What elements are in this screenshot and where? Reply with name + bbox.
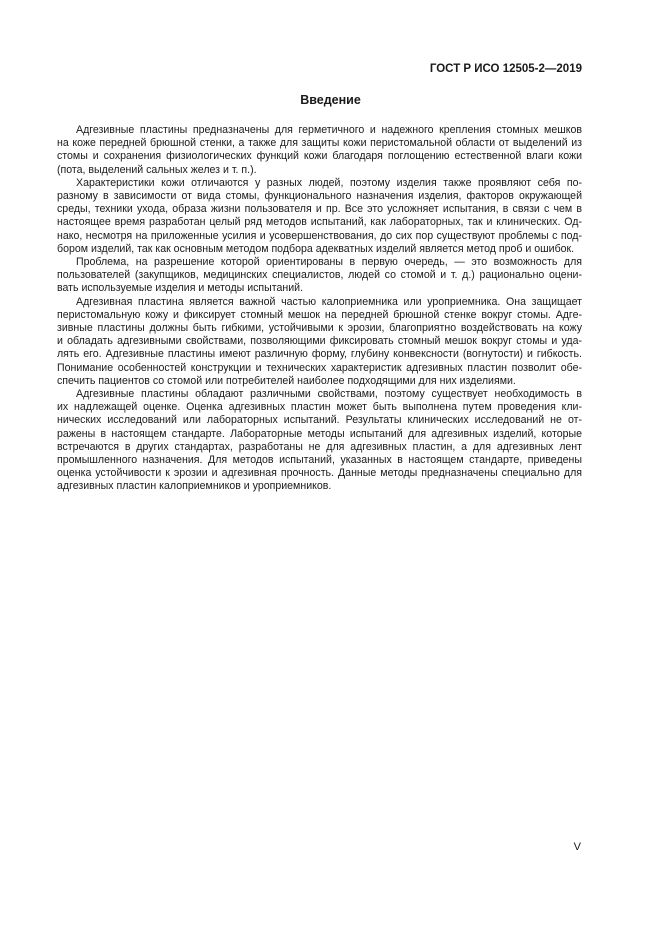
paragraph-line: зивные пластины должны быть гибкими, устойчивыми к эрозии, благоприятно воздействовать на кожу (57, 322, 582, 335)
paragraph-line: (пота, выделений сальных желез и т. п.). (57, 163, 257, 176)
paragraph-line: Понимание особенностей конструкции и технических характеристик адгезивных пластин позволит обе- (57, 361, 582, 374)
page-number: V (573, 841, 581, 853)
paragraph-line: Характеристики кожи отличаются у разных людей, поэтому изделия также проявляют себя по- (76, 176, 582, 189)
section-title: Введение (300, 93, 361, 107)
paragraph-line: Адгезивные пластины предназначены для герметичного и надежного крепления стомных мешков (76, 124, 582, 136)
paragraph-line: нако, несмотря на приложенные усилия и усовершенствования, до сих пор существуют проблемы с под- (57, 229, 582, 242)
paragraph-line: их надлежащей оценке. Оценка адгезивных пластин может быть выполнена путем проведения кли- (57, 401, 582, 414)
paragraph-line: адгезивных пластин калоприемников и уроприемников. (57, 480, 332, 493)
paragraph (57, 177, 582, 256)
paragraph-line: пользователей (закупщиков, медицинских специалистов, людей со стомой и т. д.) рационально оцени- (57, 269, 582, 282)
paragraph-line: среды, техники ухода, образа жизни пользователя и пр. Все это усложняет испытания, в связи с чем в (57, 203, 582, 216)
paragraph-line: перистомальную кожу и фиксирует стомный мешок на передней брюшной стенке вокруг стомы. Адге- (57, 308, 582, 321)
paragraph-line: и обладать адгезивными свойствами, позволяющими фиксировать стомный мешок вокруг стомы и уда- (57, 335, 582, 348)
paragraph-line: оценка устойчивости к эрозии и адгезивная прочность. Данные методы предназначены специально для (57, 467, 582, 480)
paragraph (57, 388, 582, 494)
paragraph-line: встречаются в других стандартах, разработаны не для адгезивных пластин, а для адгезивных лент (57, 440, 582, 453)
paragraph-line: бором изделий, так как основным методом подбора адекватных изделий является метод проб и ошибок. (57, 242, 575, 255)
paragraph-line: стомы и сохранения физиологических функций кожи благодаря поглощению естественной влаги кожи (57, 150, 582, 163)
paragraph-line: Проблема, на разрешение которой ориентированы в первую очередь, — это возможность для (76, 256, 582, 269)
paragraph-line: на коже передней брюшной стенки, а также для защиты кожи перистомальной области от выделений из (57, 137, 582, 150)
paragraph-line: ражены в настоящем стандарте. Лабораторные методы испытаний для адгезивных изделий, которые (57, 427, 582, 440)
paragraph-line: вать используемые изделия и методы испытаний. (57, 282, 304, 295)
paragraph-line: настоящее время разработан целый ряд методов испытаний, как лабораторных, так и клинических. Од- (57, 216, 582, 229)
document-body (57, 124, 582, 494)
paragraph (57, 296, 582, 388)
document-id-header: ГОСТ Р ИСО 12505-2—2019 (429, 63, 582, 75)
paragraph-line: лять его. Адгезивные пластины имеют различную форму, глубину конвексности (вогнутости) и гибкость. (57, 348, 582, 361)
paragraph-line: разному в зависимости от вида стомы, функционального назначения изделия, факторов окружающей (57, 190, 582, 203)
paragraph (57, 256, 582, 296)
paragraph (57, 124, 582, 177)
paragraph-line: нических исследований или лабораторных испытаний. Результаты клинических исследований не от- (57, 414, 582, 427)
paragraph-line: промышленного назначения. Для методов испытаний, указанных в настоящем стандарте, приведены (57, 454, 582, 467)
paragraph-line: Адгезивная пластина является важной частью калоприемника или уроприемника. Она защищает (76, 295, 582, 308)
paragraph-line: спечить пациентов со стомой или потребителей наиболее подходящими для них изделиями. (57, 374, 516, 387)
paragraph-line: Адгезивные пластины обладают различными свойствами, поэтому существует необходимость в (76, 388, 582, 401)
